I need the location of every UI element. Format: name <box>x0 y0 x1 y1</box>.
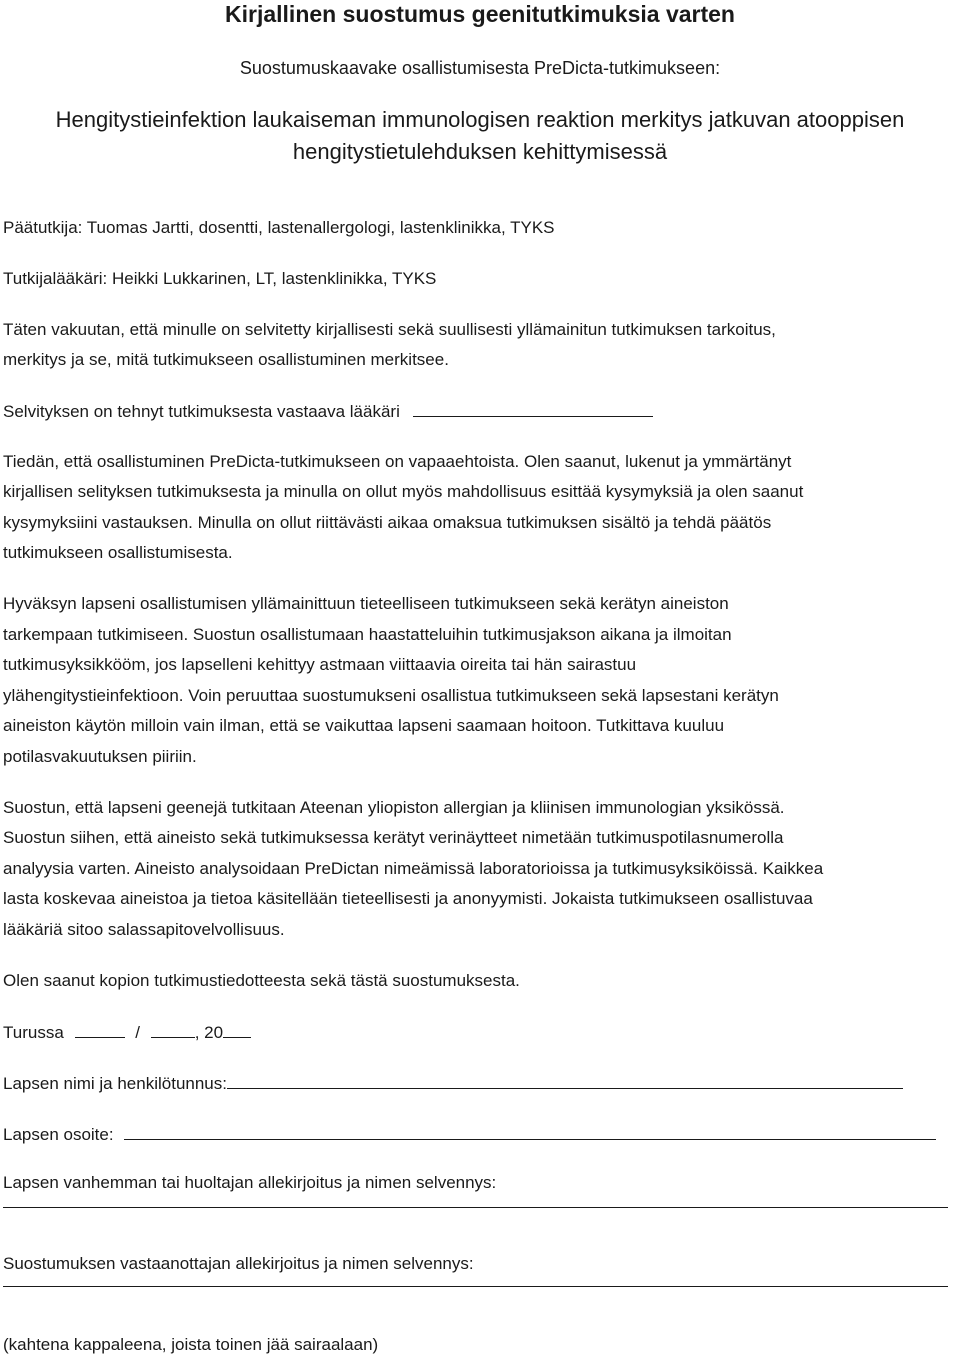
paragraph-3-line-5: aineiston käytön milloin vain ilman, että se vaikuttaa lapseni saamaan hoitoon. Tutkittava kuuluu <box>3 716 725 735</box>
date-row <box>3 1021 251 1044</box>
paragraph-3-line-4: ylähengitystieinfektioon. Voin peruuttaa suostumukseni osallistua tutkimukseen sekä lapsestani kerätyn <box>3 686 779 705</box>
footer-note: (kahtena kappaleena, joista toinen jää sairaalaan) <box>3 1335 379 1354</box>
paragraph-4-line-2: Suostun siihen, että aineisto sekä tutkimuksessa kerätyt verinäytteet nimetään tutkimuspotilasnumerolla <box>3 828 784 847</box>
paragraph-2-line-1: Tiedän, että osallistuminen PreDicta-tutkimukseen on vapaaehtoista. Olen saanut, lukenut ja ymmärtänyt <box>3 452 792 471</box>
research-physician: Tutkijalääkäri: Heikki Lukkarinen, LT, lastenklinikka, TYKS <box>3 269 437 288</box>
paragraph-2-line-3: kysymyksiini vastauksen. Minulla on ollut riittävästi aikaa omaksua tutkimuksen sisältö ja tehdä päätös <box>3 513 772 532</box>
explainer-label: Selvityksen on tehnyt tutkimuksesta vastaava lääkäri <box>3 402 400 421</box>
paragraph-3-line-3: tutkimusyksikkööm, jos lapselleni kehittyy astmaan viittaavia oireita tai hän sairastuu <box>3 655 637 674</box>
paragraph-2-line-2: kirjallisen selityksen tutkimuksesta ja minulla on ollut myös mahdollisuus esittää kysymyksiä ja olen saanut <box>3 482 804 501</box>
date-slash: / <box>135 1023 140 1042</box>
child-name-row <box>3 1072 903 1095</box>
principal-investigator: Päätutkija: Tuomas Jartti, dosentti, lastenallergologi, lastenklinikka, TYKS <box>3 218 555 237</box>
date-place: Turussa <box>3 1023 64 1042</box>
child-address-blank[interactable] <box>124 1123 936 1140</box>
copy-statement: Olen saanut kopion tutkimustiedotteesta sekä tästä suostumuksesta. <box>3 971 520 990</box>
paragraph-4-line-4: lasta koskevaa aineistoa ja tietoa käsitellään tieteellisesti ja anonyymisti. Jokaista tutkimukseen osallistuvaa <box>3 889 813 908</box>
paragraph-4-line-1: Suostun, että lapseni geenejä tutkitaan Ateenan yliopiston allergian ja kliinisen immunologian yksikössä. <box>3 798 785 817</box>
date-year-prefix: , 20 <box>194 1023 224 1042</box>
recipient-signature-line[interactable] <box>3 1286 948 1287</box>
guardian-signature-label: Lapsen vanhemman tai huoltajan allekirjoitus ja nimen selvennys: <box>3 1173 497 1192</box>
paragraph-2-line-4: tutkimukseen osallistumisesta. <box>3 543 233 562</box>
paragraph-4-line-5: lääkäriä sitoo salassapitovelvollisuus. <box>3 920 285 939</box>
date-year-blank[interactable] <box>223 1021 251 1038</box>
date-month-blank[interactable] <box>151 1021 195 1038</box>
child-name-label: Lapsen nimi ja henkilötunnus: <box>3 1074 227 1093</box>
paragraph-4-line-3: analyysia varten. Aineisto analysoidaan PreDictan nimeämissä laboratorioissa ja tutkimusyksiköissä. Kaikkea <box>3 859 824 878</box>
child-address-row <box>3 1123 936 1146</box>
recipient-signature-label: Suostumuksen vastaanottajan allekirjoitus ja nimen selvennys: <box>3 1254 474 1273</box>
document-title: Kirjallinen suostumus geenitutkimuksia varten <box>225 1 735 27</box>
guardian-signature-line[interactable] <box>3 1207 948 1208</box>
paragraph-3-line-6: potilasvakuutuksen piiriin. <box>3 747 197 766</box>
paragraph-3-line-1: Hyväksyn lapseni osallistumisen yllämainittuun tieteelliseen tutkimukseen sekä kerätyn aineiston <box>3 594 729 613</box>
child-name-blank[interactable] <box>227 1072 903 1089</box>
paragraph-1-line-2: merkitys ja se, mitä tutkimukseen osallistuminen merkitsee. <box>3 350 449 369</box>
paragraph-3-line-2: tarkempaan tutkimiseen. Suostun osallistumaan haastatteluihin tutkimusjakson aikana ja ilmoitan <box>3 625 732 644</box>
study-title-line-2: hengitystietulehduksen kehittymisessä <box>292 139 668 164</box>
explainer-blank[interactable] <box>413 400 653 417</box>
date-day-blank[interactable] <box>75 1021 125 1038</box>
document-subtitle: Suostumuskaavake osallistumisesta PreDicta-tutkimukseen: <box>239 58 721 78</box>
child-address-label: Lapsen osoite: <box>3 1125 114 1144</box>
paragraph-1-line-1: Täten vakuutan, että minulle on selvitetty kirjallisesti sekä suullisesti yllämainitun tutkimuksen tarkoitus, <box>3 320 776 339</box>
explainer-row <box>3 400 653 423</box>
study-title-line-1: Hengitystieinfektion laukaiseman immunologisen reaktion merkitys jatkuvan atooppisen <box>55 107 905 132</box>
